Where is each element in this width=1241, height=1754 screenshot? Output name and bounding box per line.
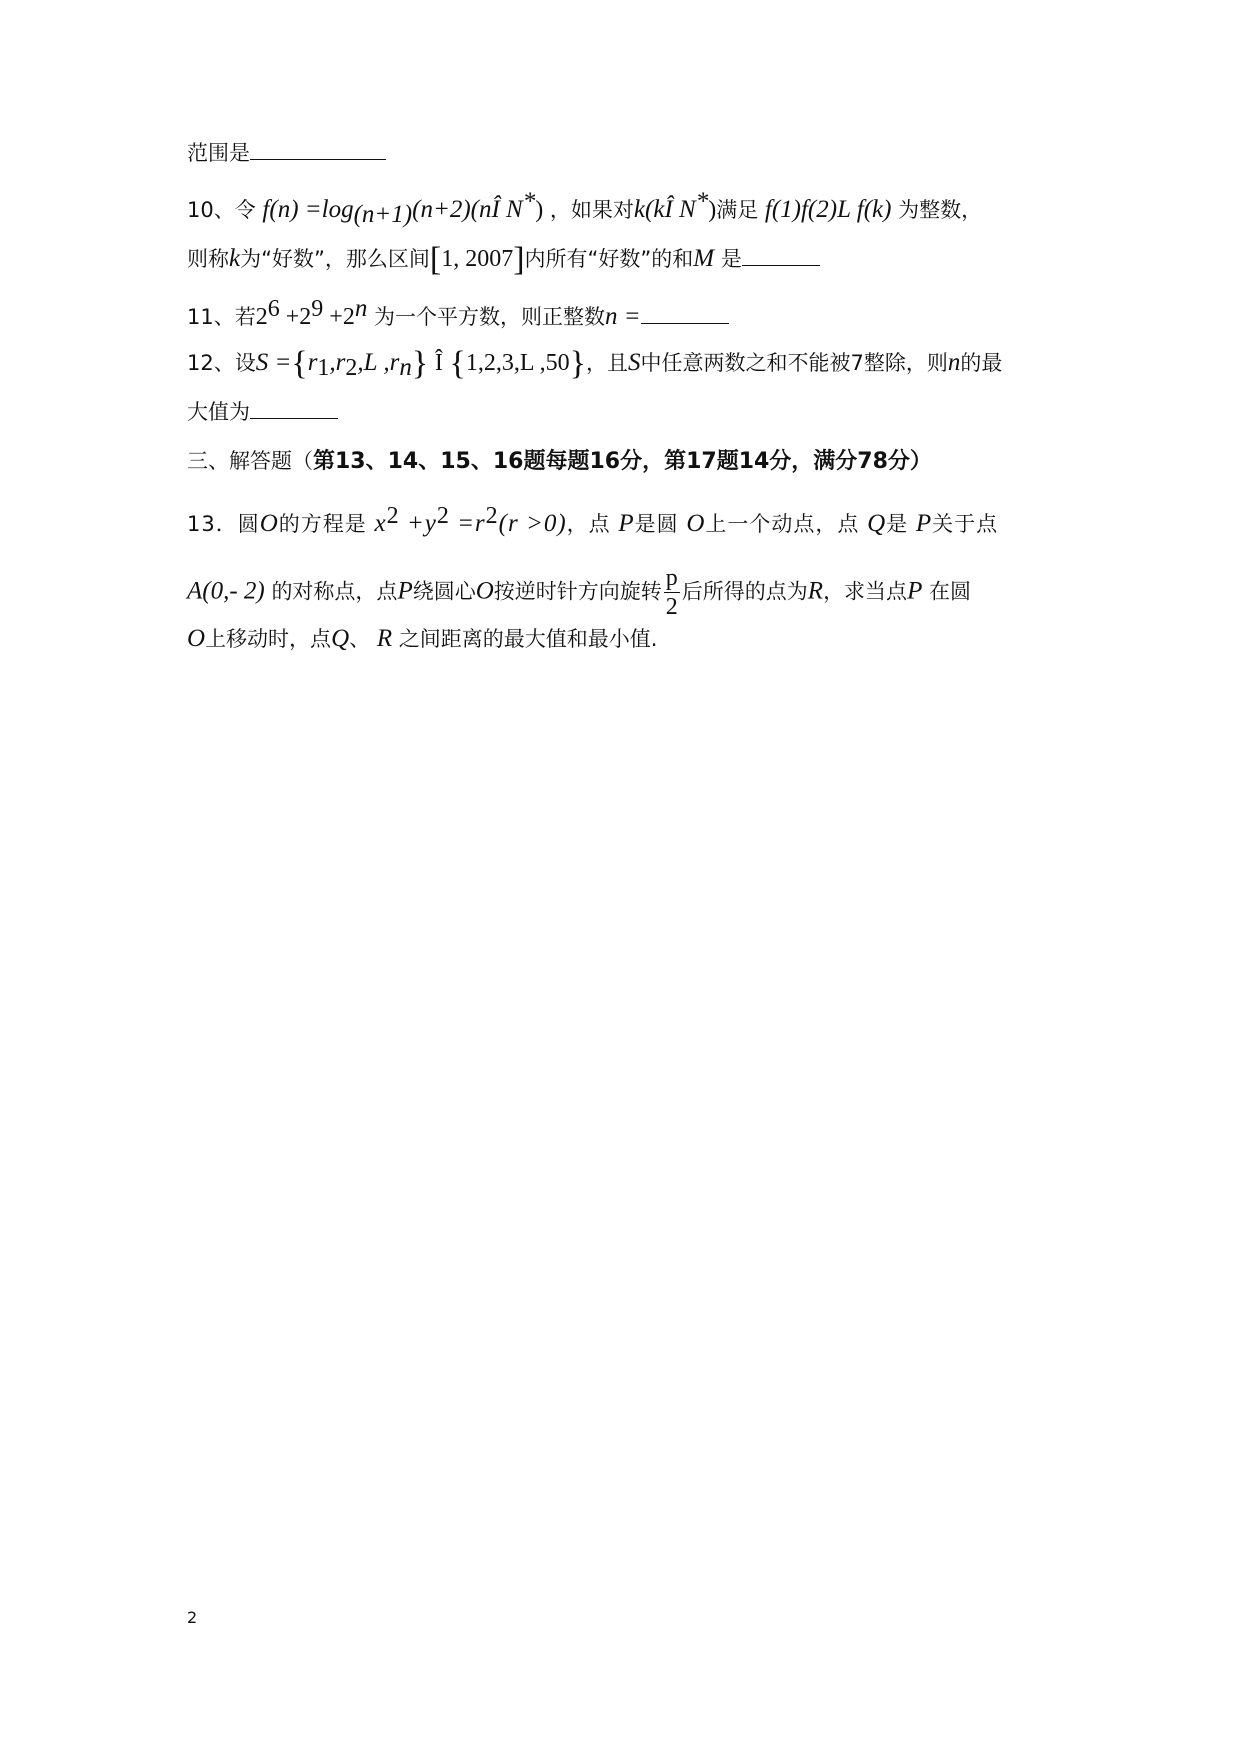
answer-blank[interactable] [641,305,729,324]
question-10-line1 [187,189,982,227]
math-expr: P [907,577,923,605]
math-expr: S = [255,349,292,376]
bracket-right: ] [513,241,525,278]
math-sup: 9 [311,296,324,322]
math-expr: 2 [255,304,268,330]
math-expr: n [947,349,961,376]
math-sub: 1 [317,355,330,382]
math-sup: * [522,188,536,215]
text: 绕圆心 [412,579,476,604]
brace-right: } [569,345,586,382]
text: 大值为 [187,400,250,424]
text: 、 [349,627,371,651]
text: 后所得的点为 [681,579,808,604]
math-sup: 2 [436,503,450,529]
question-12-line1 [187,347,1002,381]
math-sub: (n+1) [353,201,413,229]
question-label: 12、设 [187,351,256,375]
text: 上移动时，点 [205,627,332,651]
fraction-numerator: p [665,565,678,591]
section-scoring: 第13、14、15、16题每题16分，第17题14分，满分78分） [313,449,932,474]
bracket-left: [ [429,241,442,278]
text: 的最 [960,351,1003,375]
math-expr: k(kÎ N [633,196,696,223]
math-expr: f(1)f(2)L f(k) [764,196,892,223]
text: 为一个平方数，则正整数 [374,305,606,329]
math-expr: P [397,577,413,605]
text: ，且 [585,351,628,375]
text: 是 [720,247,742,271]
math-expr: +2 [323,304,355,330]
math-expr: ,L ,r [357,349,400,376]
math-expr: =r [449,510,486,537]
math-expr: +2 [279,304,312,330]
answer-blank[interactable] [250,400,338,419]
text: 按逆时针方向旋转 [493,579,662,604]
page-number: 2 [187,1608,198,1627]
text: ，点 [566,512,611,536]
math-expr: P [915,510,933,537]
math-sup: 2 [386,503,400,529]
text: 满足 [716,198,759,222]
math-expr: O [475,577,494,605]
math-expr: O [187,625,206,652]
math-expr: M [693,245,715,272]
answer-blank[interactable] [250,141,386,160]
text: 上一个动点，点 [705,512,860,536]
math-sub: n [399,354,412,382]
text: 中任意两数之和不能被7整除，则 [640,351,948,375]
question-label: 11、若 [187,305,256,329]
math-sup: n [354,295,368,322]
math-expr: A(0,- 2) [187,577,265,605]
math-expr: r [307,349,318,376]
text: 关于点 [932,512,999,536]
text: 的对称点，点 [271,579,398,604]
math-expr: O [686,510,706,537]
math-expr: S [627,349,641,376]
text: ，求当点 [823,579,908,604]
math-expr: x [374,510,387,537]
question-label: 10、令 [187,198,256,222]
question-13-line2 [187,566,971,619]
brace-left: { [449,345,466,382]
math-expr: O [259,510,279,537]
math-expr: R [376,625,393,652]
math-expr: k [229,245,241,272]
text: 为“好数”，那么区间 [240,247,430,271]
math-expr: 1,2,3,L ,50 [465,350,570,376]
math-expr: (r >0) [498,510,567,537]
question-11 [187,296,729,329]
brace-left: { [291,345,308,382]
text: 之间距离的最大值和最小值. [398,627,658,651]
fraction-denominator: 2 [665,594,678,620]
answer-blank[interactable] [742,247,820,266]
section-prefix: 三、解答题（ [187,449,313,473]
text: 在圆 [929,579,972,604]
fraction [664,566,680,619]
math-expr: ) [535,197,544,223]
math-expr: Î [434,350,443,376]
question-10-line2 [187,243,820,277]
math-sub: 2 [345,355,358,382]
text: 内所有“好数”的和 [524,247,694,271]
math-expr: ) [708,197,717,223]
question-12-line2 [187,400,338,423]
math-expr: 1, 2007 [441,246,514,272]
math-expr: f(n) =log [262,196,354,223]
text-line [187,141,386,164]
text: 是圆 [634,512,679,536]
math-expr: Q [331,625,350,652]
math-expr: +y [399,510,437,537]
text: 范围是 [187,141,250,165]
text: ，如果对 [549,198,634,222]
math-expr: n = [605,303,641,330]
brace-right: } [411,345,429,382]
question-13-line1 [187,504,998,536]
math-expr: P [618,510,635,537]
question-label: 13．圆 [187,512,260,536]
math-expr: (n+2)(nÎ N [412,196,523,223]
question-13-line3 [187,626,657,651]
math-sup: 6 [267,296,280,322]
math-expr: R [807,577,824,605]
text: 的方程是 [278,512,367,536]
math-sup: 2 [485,503,499,529]
text: 为整数， [898,198,983,222]
math-sup: * [695,188,709,215]
text: 是 [886,512,909,536]
math-expr: Q [867,510,887,537]
math-expr: ,r [329,349,346,376]
section-heading [187,451,932,473]
text: 则称 [187,247,229,271]
